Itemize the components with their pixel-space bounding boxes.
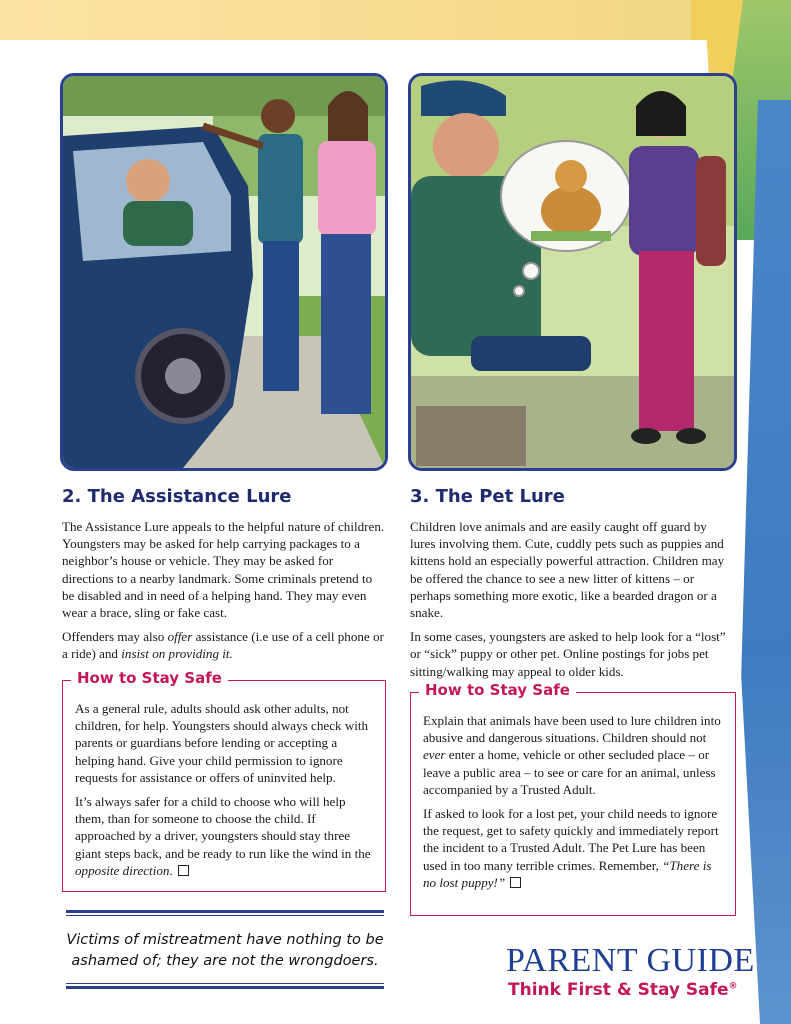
pet-lure-illustration — [408, 73, 737, 471]
assistance-stay-safe-title: How to Stay Safe — [71, 669, 228, 687]
pet-stay-safe-box — [410, 681, 736, 916]
assistance-lure-illustration — [60, 73, 388, 471]
assistance-stay-safe-paragraph-2: It’s always safer for a child to choose who will help them, than for someone to choose the child. If approached by a driver, youngsters should stay three giant steps back, and be ready to run like the wind in the opposite direction. — [75, 794, 371, 878]
pet-stay-safe-paragraph-2: If asked to look for a lost pet, your child needs to ignore the request, get to safety quickly and immediately report the incident to a Trusted Adult. The Pet Lure has been used in too many terrible crimes. Remember, “There is no lost puppy!” — [423, 806, 719, 890]
pet-lure-heading: 3. The Pet Lure — [410, 486, 565, 507]
quote-rule-top — [66, 910, 384, 913]
assistance-lure-paragraph-1: The Assistance Lure appeals to the helpful nature of children. Youngsters may be asked for help carrying packages to a neighbor’s house or vehicle. They may be asked for directions to a nearby landmark. Some criminals pretend to be disabled and in need of a helping hand. They may even wear a brace, sling or fake cast. — [62, 519, 385, 621]
pet-lure-paragraph-1: Children love animals and are easily caught off guard by lures involving them. Cute, cuddly pets such as puppies and kittens hold an especially powerful attraction. Children may be offered the chance to see a new litter of kittens – or perhaps something more exotic, like a bearded dragon or a snake. — [410, 519, 725, 621]
pet-lure-paragraph-2: In some cases, youngsters are asked to help look for a “lost” or “sick” puppy or other pet. Online postings for jobs pet sitting/walking may appeal to older kids. — [410, 629, 726, 679]
registered-mark: ® — [728, 981, 738, 992]
end-mark-icon — [178, 865, 189, 876]
pet-lure-body — [410, 518, 735, 687]
quote-rule-bottom — [66, 986, 384, 989]
assistance-stay-safe-paragraph-1: As a general rule, adults should ask other adults, not children, for help. Youngsters should always check with parents or guardians before lending or accepting a helping hand. Give your child permission to ignore requests for assistance or offers of uninvited help. — [75, 701, 369, 785]
quote-rule-bottom-thin — [66, 983, 384, 984]
quote-text: Victims of mistreatment have nothing to be ashamed of; they are not the wrongdoers. — [66, 932, 384, 969]
assistance-lure-paragraph-2: Offenders may also offer assistance (i.e use of a cell phone or a ride) and insist on providing it. — [62, 629, 384, 662]
end-mark-icon — [510, 877, 521, 888]
quote-rule-top-thin — [66, 915, 384, 916]
pet-stay-safe-paragraph-1: Explain that animals have been used to lure children into abusive and dangerous situations. Children should not ever enter a home, vehicle or other secluded place – or leave a public area – to see or care for an animal, unless accompanied by a Trusted Adult. — [423, 713, 721, 797]
pet-stay-safe-title: How to Stay Safe — [419, 681, 576, 699]
parent-guide-title: PARENT GUIDE — [506, 942, 755, 979]
assistance-lure-body — [62, 518, 387, 670]
assistance-lure-heading: 2. The Assistance Lure — [62, 486, 292, 507]
parent-guide-subtitle: Think First & Stay Safe® — [508, 980, 738, 1000]
assistance-stay-safe-box — [62, 669, 386, 892]
